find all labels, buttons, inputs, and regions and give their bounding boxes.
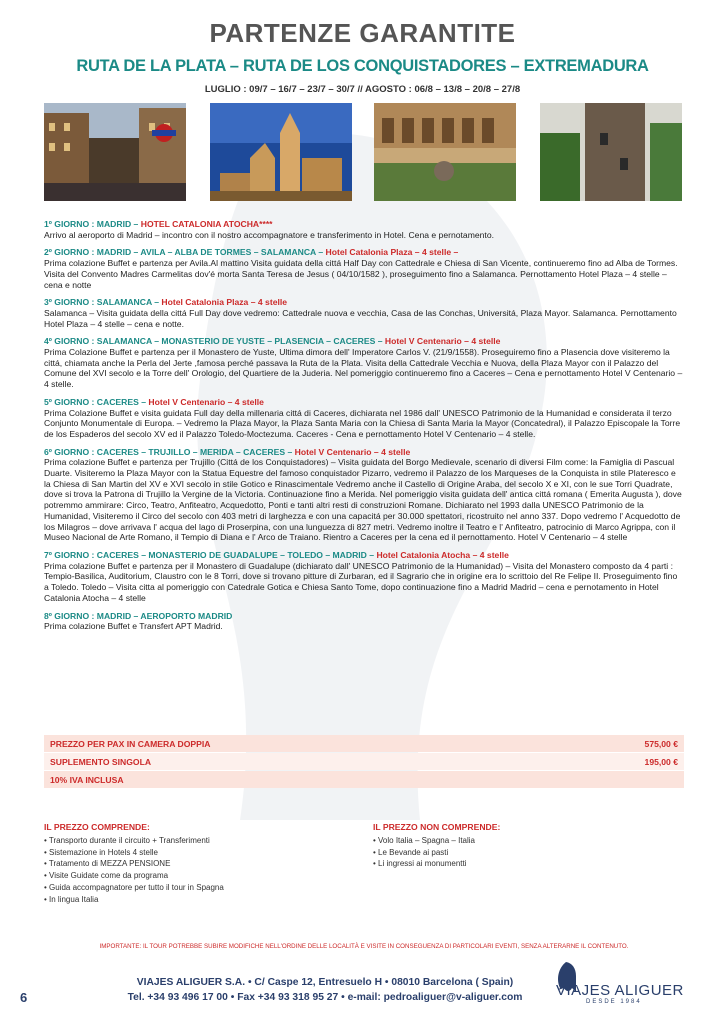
- day-hotel: Hotel V Centenario – 4 stelle: [294, 446, 411, 457]
- itinerary-day: [44, 247, 684, 290]
- excludes-heading: IL PREZZO NON COMPRENDE:: [373, 822, 501, 832]
- itinerary-day: [44, 297, 684, 329]
- price-row-iva: [44, 771, 684, 788]
- logo-subtext: DESDE 1984: [586, 999, 642, 1005]
- day-description: Salamanca – Visita guidata della cittá Full Day dove vedremo: Cattedrale nuova e vecchia, Casa de las Conchas, Universitá, Plaza Mayor. Salamanca. Pernottamento Hotel Plaza – 4 stelle – cena e notte.: [44, 307, 677, 329]
- day-title: 5º GIORNO : CACERES –: [44, 396, 149, 407]
- price-row-double: [44, 735, 684, 752]
- includes-list: [44, 835, 344, 906]
- itinerary-day: [44, 447, 684, 543]
- day-description: Prima colazione Buffet e partenza per Avila.Al mattino Visita guidata della cittá Half Day con Cattedrale e Chiesa di San Vicente, continueremo fino ad Alba de Tormes. Visita del Convento Madres Carmelitas dov'é morta Santa Teresa de Jesus ( 04/10/1582 ), proseguimento fino a Salamanca. Pernottamento Hotel Plaza – 4 stelle – cena e notte: [44, 258, 678, 290]
- iva-note: 10% IVA INCLUSA: [50, 774, 124, 785]
- itinerary-day: [44, 336, 684, 390]
- price-double-label: PREZZO PER PAX IN CAMERA DOPPIA: [50, 738, 211, 749]
- excludes-item: • Volo Italia – Spagna – Italia: [373, 835, 673, 847]
- itinerary: [44, 219, 684, 639]
- page-number: 6: [20, 990, 28, 1005]
- price-table: [44, 735, 684, 789]
- photo-stone-tower: [540, 103, 682, 201]
- day-description: Arrivo al aeroporto di Madrid – incontro con il nostro accompagnatore e transferimento in Hotel. Cena e pernotamento.: [44, 229, 494, 240]
- day-hotel: HOTEL CATALONIA ATOCHA****: [140, 219, 273, 229]
- photo-madrid-street: [44, 103, 186, 201]
- excludes-section: [373, 822, 673, 870]
- day-title: 4º GIORNO : SALAMANCA – MONASTERIO DE YUSTE – PLASENCIA – CACERES –: [44, 336, 385, 347]
- price-double-value: 575,00 €: [644, 738, 678, 749]
- day-title: 7º GIORNO : CACERES – MONASTERIO DE GUADALUPE – TOLEDO – MADRID –: [44, 549, 377, 560]
- price-single-value: 195,00 €: [644, 756, 678, 767]
- day-hotel: Hotel Catalonia Atocha – 4 stelle: [376, 549, 509, 560]
- itinerary-day: [44, 397, 684, 440]
- includes-item: • Sistemazione in Hotels 4 stelle: [44, 847, 344, 859]
- day-description: Prima Colazione Buffet e partenza per il Monastero de Yuste, Ultima dimora dell' Imperatore Carlos V. (21/9/1558). Proseguiremo fino a Plasencia dove visiteremo la cittá, chiamata anche la Perla del Jerte ,famosa perché passava la Ruta de la Plata. Visita della Cattedrale Vecchia e Nuova, della Plaza Mayor con il Palazzo del Comune del XVI secolo e la Torre dell' Orologio, del Quartiere de la Juderia. Nel pomeriggio continueremo fino a Caceres – Cena e pernottamento Hotel V Centenario – 4 stelle.: [44, 347, 683, 390]
- excludes-item: • Le Bevande ai pasti: [373, 847, 673, 859]
- includes-item: • Guida accompagnatore per tutto il tour in Spagna: [44, 882, 344, 894]
- photo-monastery-cloister: [374, 103, 516, 201]
- excludes-list: [373, 835, 673, 870]
- itinerary-day: [44, 550, 684, 604]
- day-description: Prima colazione Buffet e partenza per il Monastero di Guadalupe (dichiarato dall' UNESCO Patrimonio de la Humanidad) – Visita del Monastero composto da 4 parti : Tempio-Basilica, Auditorium, Claustro con le 8 Torri, dove si trovano pitture di Zurbaran, ed il Sagrario che in origine era lo scrittoio del Re Felipe II. Proseguimento fino a Toledo. Toledo – Visita citta al pomeriggio con Catedrale Gotica e Chiesa Santo Tome, dopo continuazione fino a Madrid Madrid – cena e pernotamento in Hotel Catalonia Atocha – 4 stelle: [44, 560, 678, 603]
- day-description: Prima colazione Buffet e partenza per Trujillo (Cittá de los Conquistadores) – Visita guidata del Borgo Medievale, scenario di diversi Film come: la Famiglia di Pascual Duarte. Visiteremo la Plaza Mayor con la Statua Equestre del famoso conquistador Pizarro, vedremo il Palazzo de los Marqueses de la Conquista in stile Plateresco e la Chiesa di San Martin del XV e XVI secolo in stile Gotico e Rinascimentale Vedremo anche il Castello di Origine Araba, del secolo X e XI, con le sue Torri Quadrate, dove si trova la Patrona di Trujillo la Vergine de la Victoria. Continuazione fino a Merida. Nel pomeriggio visita guidata dell' antica cittá romana ( Emerita Augusta ), dove potremmo ammirare: Circo, Teatro, Anfiteatro, Acquedotto, Ponti e tanti altri resti di construzioni Romane. Dichiarato nel 1993 dalla UNESCO Patrimonio de la Humanidad, Visiteremo il Circo del secolo con 403 metri di larghezza e con una capacitá per 30.000 spettatori, ricostruito nel anno 337. Dopo vedremo l' Acquedotto de los Milagros – dove arrivava l' acqua del lago di Proserpina, con una lunguezza di 827 metri. Vedremo inoltre il Teatro e l' Anfiteatro, patrocinio di Marco Agrippa, con il Museo Nacional de Arte Romano, il Tempio di Diana e l' Arco de Traiano. Rientro a Caceres per la cena ed il pernottamento. Hotel V Centenario – 4 stelle: [44, 457, 682, 543]
- footer-contact: [100, 975, 550, 1005]
- photo-salamanca-cathedral: [210, 103, 352, 201]
- price-row-single: [44, 753, 684, 770]
- day-title: 2º GIORNO : MADRID – AVILA – ALBA DE TORMES – SALAMANCA –: [44, 247, 326, 258]
- day-hotel: Hotel V Centenario – 4 stelle: [384, 336, 501, 347]
- tour-subtitle: RUTA DE LA PLATA – RUTA DE LOS CONQUISTADORES – EXTREMADURA: [76, 57, 649, 75]
- includes-item: • Transporto durante il circuito + Transferimenti: [44, 835, 344, 847]
- important-note: IMPORTANTE: IL TOUR POTREBBE SUBIRE MODIFICHE NELL'ORDINE DELLE LOCALITÀ E VISITE IN CONSEGUENZA DI PARTICOLARI EVENTI, SENZA ALTERARNE IL CONTENUTO.: [99, 943, 629, 950]
- includes-section: [44, 822, 344, 906]
- price-single-label: SUPLEMENTO SINGOLA: [50, 756, 152, 767]
- day-description: Prima Colazione Buffet e visita guidata Full day della millenaria cittá di Caceres, dichiarata nel 1986 dall' UNESCO Patrimonio de la Humanidad e considerata il terzo Conjunto Monumentale di Europa. – Vedremo la Plaza Mayor, la Plaza Santa Maria con la Chiesa di Santa Maria la Mayor (Concatedral), il Palazzo Episcopale la Torre de los Espaderos del secolo XV ed il Palazzo Toledo-Moctezuma. Caceres - Cena e pernottamento Hotel V Centenario – 4 stelle.: [44, 407, 681, 439]
- footer-phone-email: Tel. +34 93 496 17 00 • Fax +34 93 318 95 27 • e-mail: pedroaliguer@v-aliguer.com: [127, 992, 523, 1003]
- itinerary-day: [44, 611, 684, 632]
- day-title: 1º GIORNO : MADRID –: [44, 219, 141, 229]
- day-hotel: Hotel Catalonia Plaza – 4 stelle –: [325, 247, 459, 258]
- includes-item: • Tratamento di MEZZA PENSIONE: [44, 858, 344, 870]
- day-hotel: Hotel V Centenario – 4 stelle: [148, 396, 264, 407]
- day-title: 6º GIORNO : CACERES – TRUJILLO – MERIDA – CACERES –: [44, 446, 295, 457]
- day-title: 8º GIORNO : MADRID – AEROPORTO MADRID: [44, 610, 233, 621]
- day-description: Prima colazione Buffet e Transfert APT Madrid.: [44, 621, 223, 632]
- page-title: PARTENZE GARANTITE: [209, 18, 516, 48]
- excludes-item: • Li ingressi ai monumentti: [373, 858, 673, 870]
- day-hotel: Hotel Catalonia Plaza – 4 stelle: [161, 297, 288, 308]
- footer-address: VIAJES ALIGUER S.A. • C/ Caspe 12, Entresuelo H • 08010 Barcelona ( Spain): [136, 977, 514, 988]
- includes-heading: IL PREZZO COMPRENDE:: [44, 822, 150, 832]
- departure-dates: LUGLIO : 09/7 – 16/7 – 23/7 – 30/7 // AGOSTO : 06/8 – 13/8 – 20/8 – 27/8: [204, 84, 521, 95]
- itinerary-day: [44, 219, 684, 240]
- day-title: 3º GIORNO : SALAMANCA –: [44, 297, 162, 308]
- includes-item: • Visite Guidate come da programa: [44, 870, 344, 882]
- logo-text: VIAJES ALIGUER: [556, 982, 684, 999]
- includes-item: • In lingua Italia: [44, 894, 344, 906]
